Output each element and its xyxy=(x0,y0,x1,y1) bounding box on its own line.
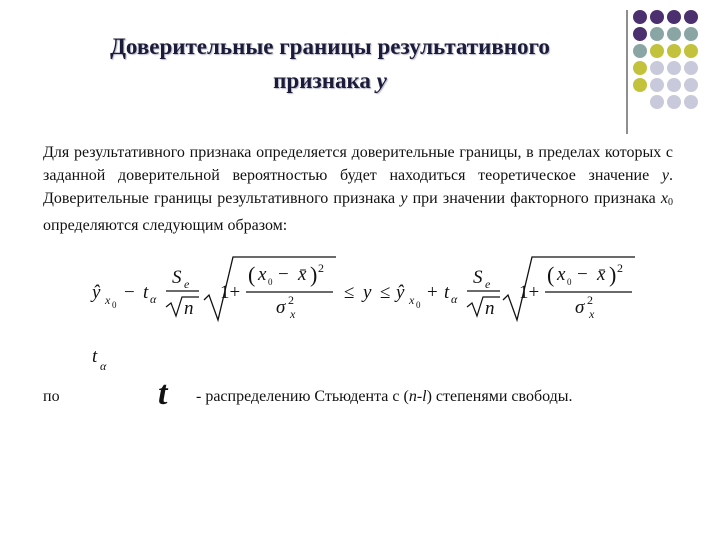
formula-xbar-left: x̄ xyxy=(298,264,307,285)
footer-l: l xyxy=(422,388,427,405)
formula-sqrt-n-right xyxy=(467,297,500,316)
formula-leq-left: ≤ xyxy=(344,282,355,303)
formula-rpar-right: ) xyxy=(609,262,617,287)
formula-xbar-right: x̄ xyxy=(597,264,606,285)
formula-x0-left: x xyxy=(258,264,267,285)
formula-lpar-right: ( xyxy=(547,262,555,287)
formula-minus-left: − xyxy=(124,282,135,303)
footer-po: по xyxy=(43,388,60,405)
formula-plus-right: + xyxy=(427,282,438,303)
para-part-4: определяются следующим образом: xyxy=(43,217,288,234)
formula-n-left: n xyxy=(184,298,194,319)
footer-dash: - xyxy=(416,388,423,405)
formula-sub-x-right: x xyxy=(409,293,415,307)
title-line-1: Доверительные границы результативного xyxy=(110,34,550,59)
footer-text-1: - распределению Стьюдента с ( xyxy=(196,388,409,405)
formula-sub-0-left: 0 xyxy=(112,300,117,310)
formula-leq-right: ≤ xyxy=(380,282,391,303)
formula-yhat-right: ŷ xyxy=(396,282,405,303)
formula-S-left: S xyxy=(172,267,182,288)
para-part-1: Для результативного признака определяется доверительные границы, в пределах которых с заданной доверительной вероятностью будет находиться теоретическое значение xyxy=(43,144,673,184)
formula-t-left: t xyxy=(143,282,149,303)
formula-alpha-left: α xyxy=(150,292,157,306)
formula-sigma-x-left: x xyxy=(290,307,296,321)
footer-n: n xyxy=(408,388,417,405)
footer-t-big: t xyxy=(158,375,168,412)
formula-sub-0-right: 0 xyxy=(416,300,421,310)
para-x0-base: x xyxy=(660,190,668,207)
formula-one-plus-left: 1+ xyxy=(220,282,241,303)
formula-rpar-left: ) xyxy=(310,262,318,287)
para-var-y-1: y xyxy=(661,167,669,184)
formula-e-right: e xyxy=(485,277,491,291)
title-line-2-text: признака xyxy=(273,68,371,93)
t-alpha-alpha: α xyxy=(100,359,107,373)
formula-minus-inner-left: − xyxy=(278,264,289,285)
formula-minus-inner-right: − xyxy=(577,264,588,285)
formula-sigma-sq-left: 2 xyxy=(288,293,294,307)
formula-alpha-right: α xyxy=(451,292,458,306)
para-part-3: при значении факторного признака xyxy=(412,190,656,207)
formula-yhat-left: ŷ xyxy=(92,282,101,303)
formula-sub-x-left: x xyxy=(105,293,111,307)
footer-text-2: ) степенями свободы. xyxy=(426,388,573,405)
formula-t-right: t xyxy=(444,282,450,303)
para-var-y-2: y xyxy=(400,190,408,207)
footer-sentence xyxy=(196,386,573,408)
formula-lpar-left: ( xyxy=(248,262,256,287)
formula-sigma-sq-right: 2 xyxy=(587,293,593,307)
formula-sigma-x-right: x xyxy=(589,307,595,321)
title-variable: y xyxy=(376,68,387,93)
formula-x0-sub-left: 0 xyxy=(268,277,273,287)
t-alpha-t: t xyxy=(92,346,98,367)
formula-sq-right: 2 xyxy=(617,261,623,275)
formula-x0-sub-right: 0 xyxy=(567,277,572,287)
formula-sigma-right: σ xyxy=(575,297,585,318)
formula-one-plus-right: 1+ xyxy=(519,282,540,303)
formula-sqrt-n-left xyxy=(166,297,199,316)
formula-sq-left: 2 xyxy=(318,261,324,275)
formula-sigma-left: σ xyxy=(276,297,286,318)
formula-e-left: e xyxy=(184,277,190,291)
para-part-2: . Доверительные границы результативного признака xyxy=(43,167,673,207)
formula-x0-right: x xyxy=(557,264,566,285)
formula-y: y xyxy=(363,282,372,303)
para-x0-sub: 0 xyxy=(668,197,673,208)
formula-n-right: n xyxy=(485,298,495,319)
formula-S-right: S xyxy=(473,267,483,288)
